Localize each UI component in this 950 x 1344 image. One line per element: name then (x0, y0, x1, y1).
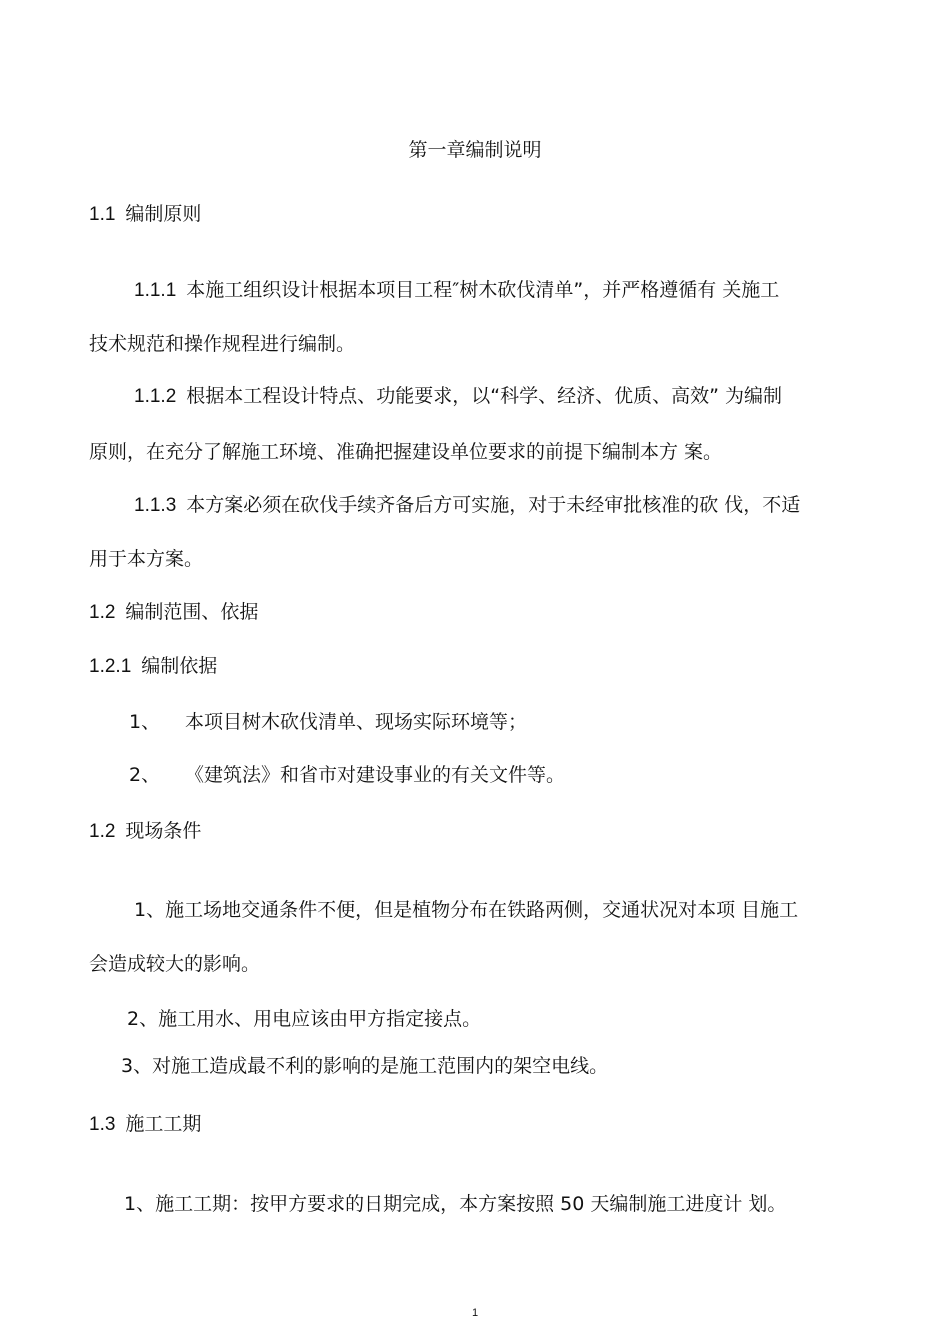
paragraph-1-1-3-line-2: 用于本方案。 (89, 548, 204, 570)
list-number: 2、 (129, 764, 161, 786)
list-item (129, 762, 565, 788)
paragraph-text: 本施工组织设计根据本项目工程″树木砍伐清单”，并严格遵循有 关施工 (186, 279, 780, 301)
section-number: 1.2.1 (89, 656, 132, 677)
section-heading-1-2 (89, 599, 258, 626)
page-number: 1 (471, 1307, 479, 1319)
condition-1-line-2: 会造成较大的影响。 (89, 953, 261, 975)
chapter-title: 第一章编制说明 (408, 139, 542, 161)
section-number: 1.1 (89, 204, 116, 225)
condition-2: 2、施工用水、用电应该由甲方指定接点。 (127, 1008, 482, 1030)
list-text: 本项目树木砍伐清单、现场实际环境等； (185, 711, 528, 733)
paragraph-1-1-1-line-1 (134, 277, 779, 304)
section-heading-1-2-site (89, 818, 201, 845)
section-text: 编制范围、依据 (125, 601, 259, 623)
section-heading-1-2-1 (89, 653, 217, 680)
section-text: 现场条件 (125, 820, 202, 842)
paragraph-number: 1.1.1 (134, 280, 177, 301)
section-heading-1-3 (89, 1111, 201, 1138)
paragraph-1-1-1-line-2: 技术规范和操作规程进行编制。 (89, 333, 356, 355)
section-text: 编制依据 (141, 655, 218, 677)
paragraph-1-1-3-line-1 (134, 492, 800, 519)
list-text: 《建筑法》和省市对建设事业的有关文件等。 (185, 764, 566, 786)
schedule-item: 1、施工工期：按甲方要求的日期完成，本方案按照 50 天编制施工进度计 划。 (124, 1193, 787, 1215)
paragraph-1-1-2-line-1 (134, 383, 782, 410)
section-number: 1.2 (89, 821, 116, 842)
section-text: 编制原则 (125, 203, 202, 225)
list-item (129, 709, 527, 735)
section-number: 1.3 (89, 1114, 116, 1135)
list-number: 1、 (129, 711, 161, 733)
paragraph-number: 1.1.2 (134, 386, 177, 407)
condition-3: 3、对施工造成最不利的影响的是施工范围内的架空电线。 (121, 1055, 609, 1077)
paragraph-text: 根据本工程设计特点、功能要求，以“科学、经济、优质、高效” 为编制 (186, 385, 782, 407)
paragraph-number: 1.1.3 (134, 495, 177, 516)
section-number: 1.2 (89, 602, 116, 623)
paragraph-1-1-2-line-2: 原则，在充分了解施工环境、准确把握建设单位要求的前提下编制本方 案。 (89, 441, 723, 463)
section-text: 施工工期 (125, 1113, 202, 1135)
section-heading-1-1 (89, 201, 201, 228)
condition-1-line-1: 1、施工场地交通条件不便，但是植物分布在铁路两侧，交通状况对本项 目施工 (134, 899, 799, 921)
paragraph-text: 本方案必须在砍伐手续齐备后方可实施，对于未经审批核准的砍 伐，不适 (186, 494, 801, 516)
